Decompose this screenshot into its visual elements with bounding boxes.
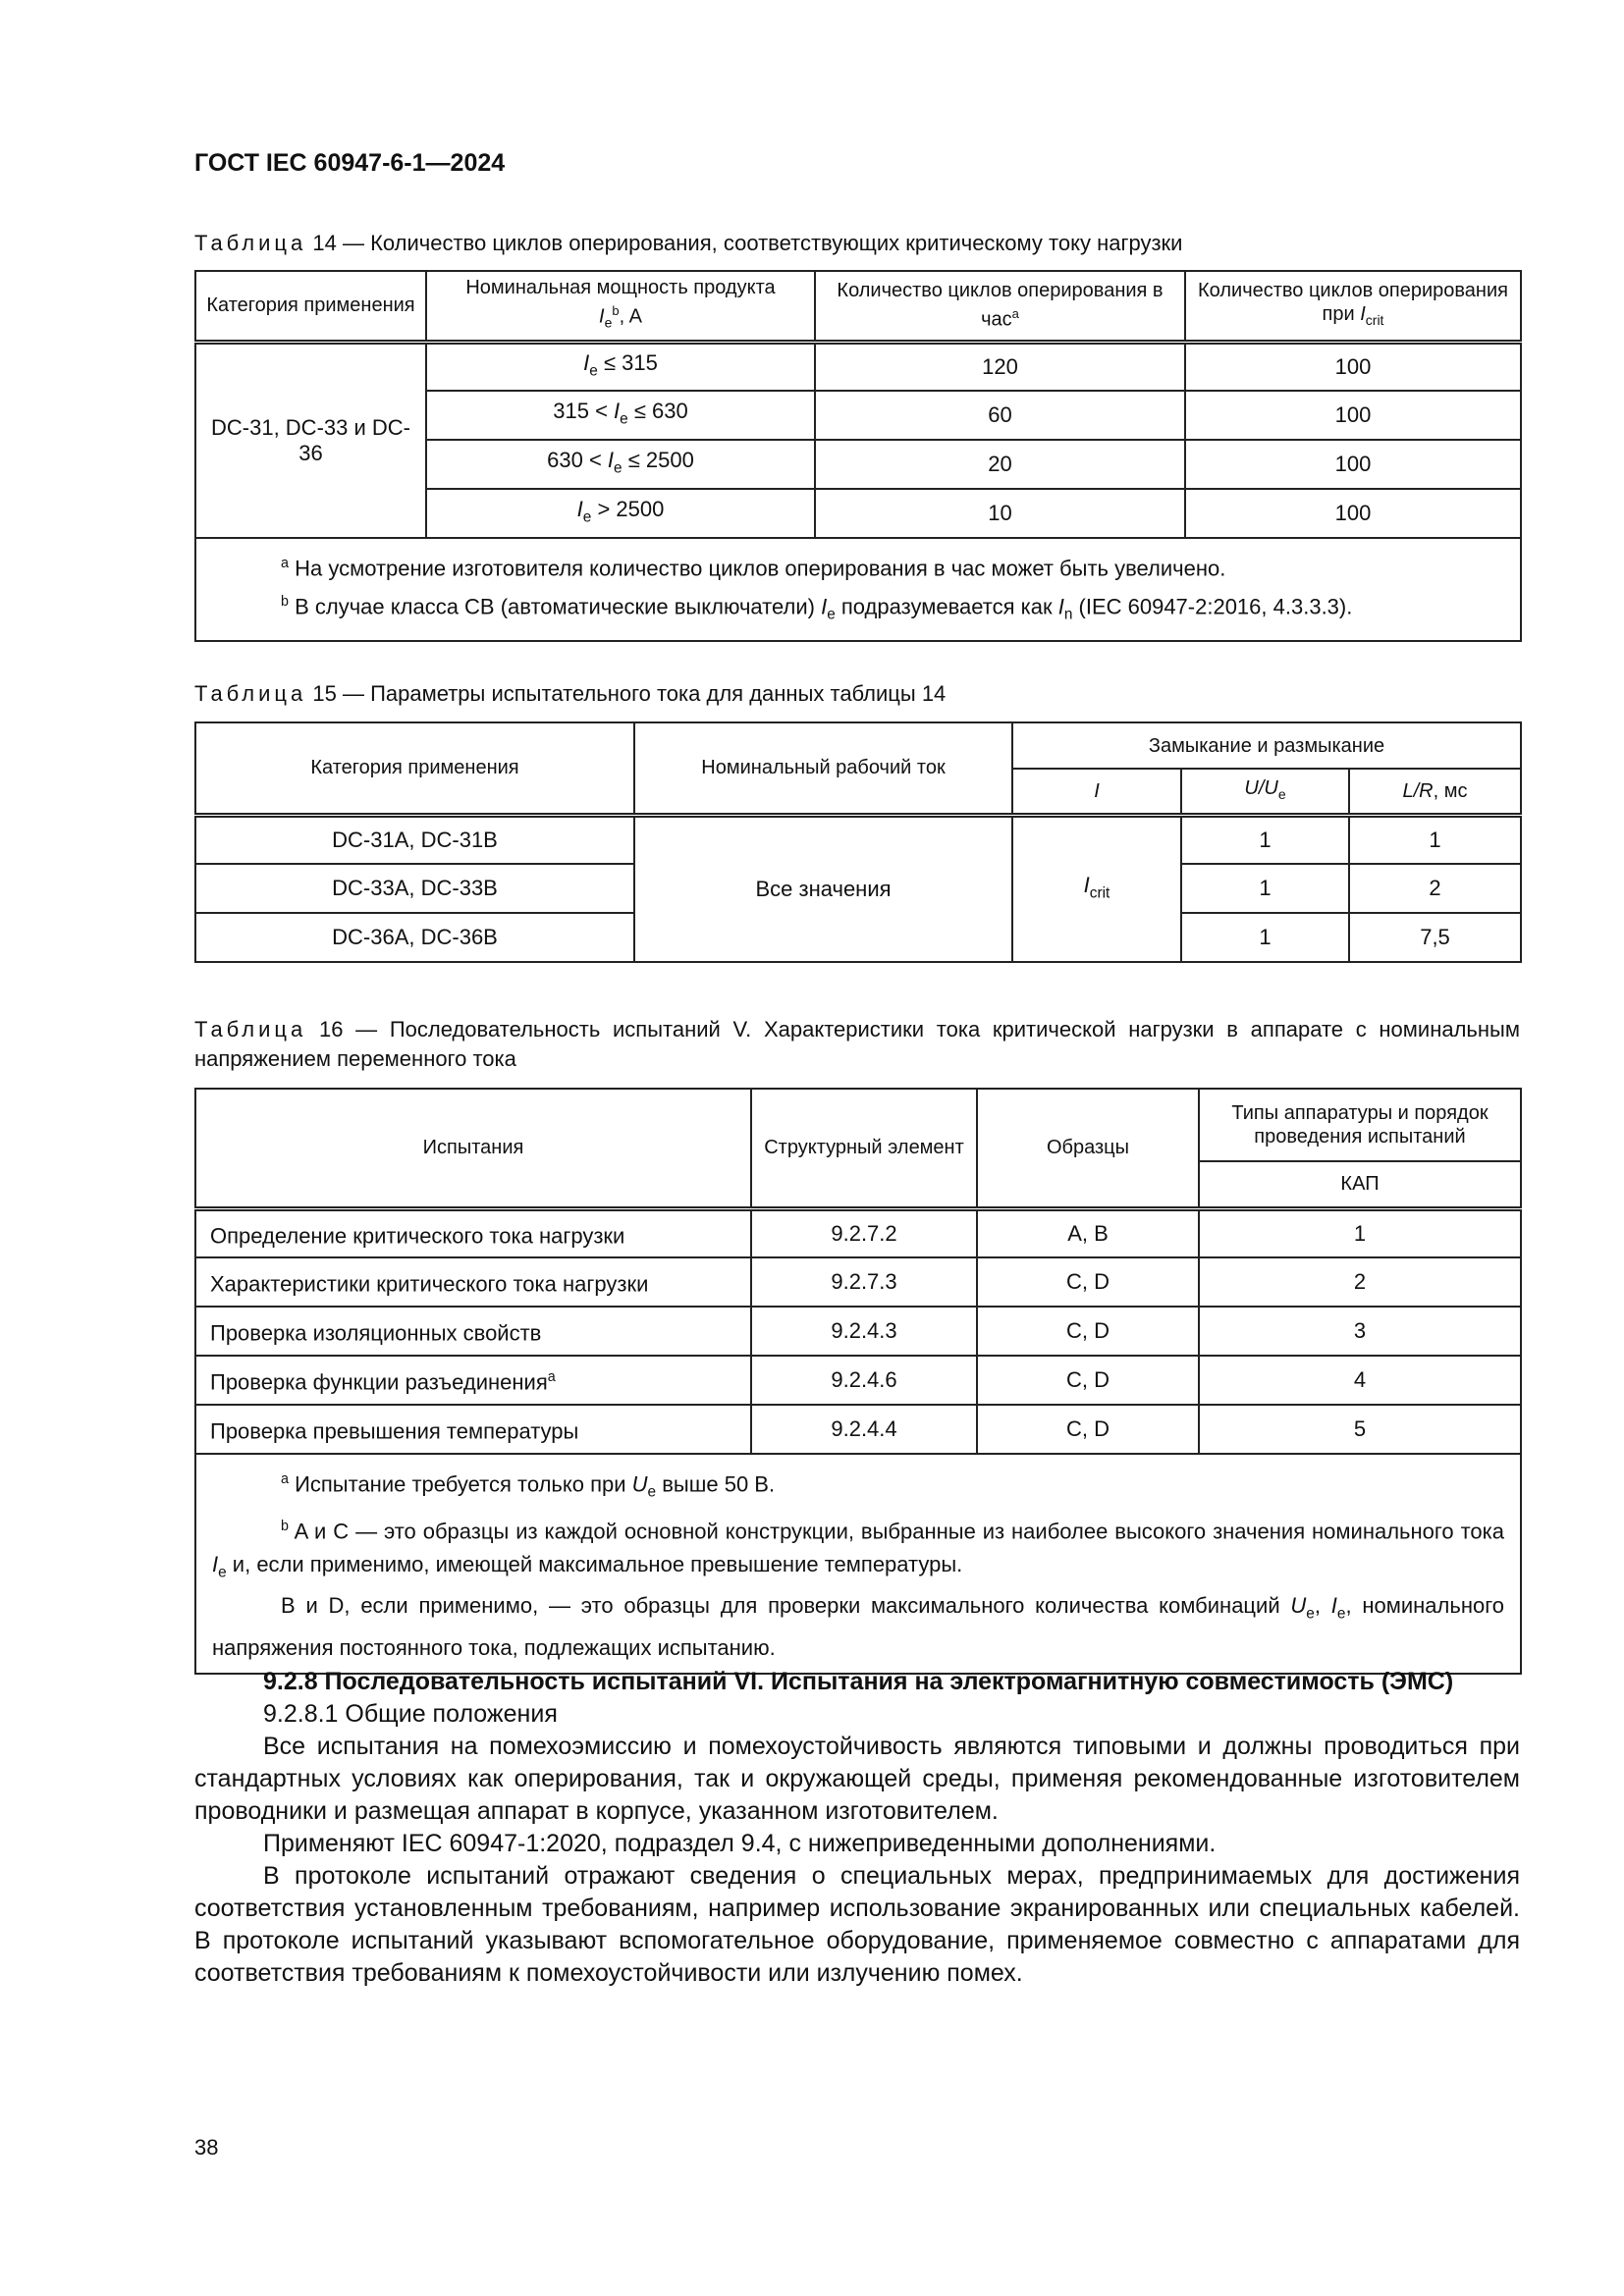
section-9-2-8 [194,1666,1520,1990]
header-i: I [1012,769,1181,815]
caption-text: 15 — Параметры испытательного тока для данных таблицы 14 [312,681,947,706]
note-b: $^b$ В случае класса СВ (автоматические выключатели) $I_e$ подразумевается как $I_n$ (IEC 60947-2:2016, 4.3.3.3). [281,594,1353,624]
note-a: $^a$ Испытание требуется только при $U_e$ выше 50 В. [281,1471,776,1501]
paragraph: В протоколе испытаний отражают сведения о специальных мерах, предпринимаемых для достижения соответствия установленным требованиям, например использование экранированных или специальных кабелей. В протоколе испытаний указывают вспомогательное оборудование, применяемое совместно с аппаратами для соответствия требованиям к помехоустойчивости или излучению помех. [194,1862,1520,1987]
rated-power-cell: $I_e \le 315$ [426,342,815,391]
current-cell: $I_{crit}$ [1012,815,1181,962]
page-number: 38 [194,2135,219,2160]
test-cell: Характеристики критического тока нагрузки [195,1257,751,1307]
u-cell: 1 [1181,815,1349,864]
lr-cell: 1 [1349,815,1521,864]
table-row [195,1356,1521,1405]
header-tests: Испытания [195,1089,751,1208]
header-equipment-order: Типы аппаратуры и порядок проведения испытаний [1199,1089,1521,1161]
samples-cell: C, D [977,1405,1199,1454]
note-a: $^a$ На усмотрение изготовителя количество циклов оперирования в час может быть увеличено. [281,556,1226,581]
caption-prefix: Таблица [194,681,307,706]
test-cell: Проверка функции разъединения$^a$ [195,1356,751,1405]
clause-cell: 9.2.7.3 [751,1257,977,1307]
note-b: $^b$ A и C — это образцы из каждой основной конструкции, выбранные из наиболее высокого значения номинального тока $I_e$ и, если применимо, имеющей максимальное превышение температуры. [212,1518,1504,1581]
caption-prefix: Таблица [194,231,307,255]
rated-power-cell: $630 < I_e \le 2500$ [426,440,815,489]
order-cell: 2 [1199,1257,1521,1307]
samples-cell: A, B [977,1208,1199,1257]
u-cell: 1 [1181,864,1349,913]
paragraph: Все испытания на помехоэмиссию и помехоустойчивость являются типовыми и должны проводиться при стандартных условиях как оперирования, так и окружающей среды, применяя рекомендованные изготовителем проводники и размещая аппарат в корпусе, указанном изготовителем. [194,1733,1520,1825]
test-cell: Проверка превышения температуры [195,1405,751,1454]
table-15-caption [194,679,1520,709]
clause-cell: 9.2.4.3 [751,1307,977,1356]
per-hour-cell: 10 [815,489,1185,538]
caption-prefix: Таблица [194,1017,307,1041]
table-notes-row [195,1454,1521,1674]
paragraph: Применяют IEC 60947-1:2020, подраздел 9.4, с нижеприведенными дополнениями. [263,1830,1217,1857]
header-category: Категория применения [195,722,634,815]
clause-cell: 9.2.7.2 [751,1208,977,1257]
table-row [195,342,1521,391]
table-14-caption [194,229,1520,258]
order-cell: 1 [1199,1208,1521,1257]
samples-cell: C, D [977,1257,1199,1307]
header-kap: КАП [1199,1161,1521,1208]
test-cell: Проверка изоляционных свойств [195,1307,751,1356]
table-row [195,1208,1521,1257]
header-l-r: L/R, мс [1349,769,1521,815]
header-clause: Структурный элемент [751,1089,977,1208]
lr-cell: 7,5 [1349,913,1521,962]
icrit-cell: 100 [1185,342,1521,391]
table-15 [194,721,1522,963]
header-rated-current: Номинальный рабочий ток [634,722,1012,815]
per-hour-cell: 20 [815,440,1185,489]
test-cell: Определение критического тока нагрузки [195,1208,751,1257]
header-rated-power: Номинальная мощность продукта $I_e^b$, A [426,271,815,342]
note-c: B и D, если применимо, — это образцы для проверки максимального количества комбинаций $U_e$, $I_e$, номинального напряжения постоянного тока, подлежащих испытанию. [212,1593,1504,1660]
subsection-heading: 9.2.8.1 Общие положения [263,1700,558,1728]
table-notes [195,1454,1521,1674]
caption-text: 14 — Количество циклов оперирования, соответствующих критическому току нагрузки [312,231,1183,255]
category-cell: DC-36A, DC-36B [195,913,634,962]
per-hour-cell: 120 [815,342,1185,391]
rated-power-cell: $315 < I_e \le 630$ [426,391,815,440]
header-samples: Образцы [977,1089,1199,1208]
table-header-row [195,271,1521,342]
order-cell: 4 [1199,1356,1521,1405]
order-cell: 5 [1199,1405,1521,1454]
icrit-cell: 100 [1185,391,1521,440]
lr-cell: 2 [1349,864,1521,913]
table-16 [194,1088,1522,1675]
samples-cell: C, D [977,1356,1199,1405]
header-make-break: Замыкание и размыкание [1012,722,1521,769]
category-cell: DC-31, DC-33 и DC-36 [195,342,426,538]
table-header-row [195,1089,1521,1161]
category-cell: DC-31A, DC-31B [195,815,634,864]
clause-cell: 9.2.4.6 [751,1356,977,1405]
table-header-row [195,722,1521,769]
order-cell: 3 [1199,1307,1521,1356]
clause-cell: 9.2.4.4 [751,1405,977,1454]
icrit-cell: 100 [1185,489,1521,538]
header-category: Категория применения [195,271,426,342]
table-row [195,1307,1521,1356]
section-heading: 9.2.8 Последовательность испытаний VI. Испытания на электромагнитную совместимость (ЭМС) [263,1668,1454,1695]
u-cell: 1 [1181,913,1349,962]
header-cycles-per-hour: Количество циклов оперирования в час$^a$ [815,271,1185,342]
rated-current-cell: Все значения [634,815,1012,962]
rated-power-cell: $I_e > 2500$ [426,489,815,538]
table-14 [194,270,1522,642]
header-u-ue: $U/U_e$ [1181,769,1349,815]
samples-cell: C, D [977,1307,1199,1356]
per-hour-cell: 60 [815,391,1185,440]
table-notes-row [195,538,1521,641]
icrit-cell: 100 [1185,440,1521,489]
table-16-caption [194,1015,1520,1074]
table-row [195,815,1521,864]
table-row [195,1405,1521,1454]
header-cycles-icrit: Количество циклов оперирования при $I_{crit}$ [1185,271,1521,342]
document-header: ГОСТ IEC 60947-6-1—2024 [194,149,506,177]
table-notes [195,538,1521,641]
category-cell: DC-33A, DC-33B [195,864,634,913]
caption-text: 16 — Последовательность испытаний V. Характеристики тока критической нагрузки в аппарате с номинальным напряжением переменного тока [194,1017,1520,1071]
table-row [195,1257,1521,1307]
